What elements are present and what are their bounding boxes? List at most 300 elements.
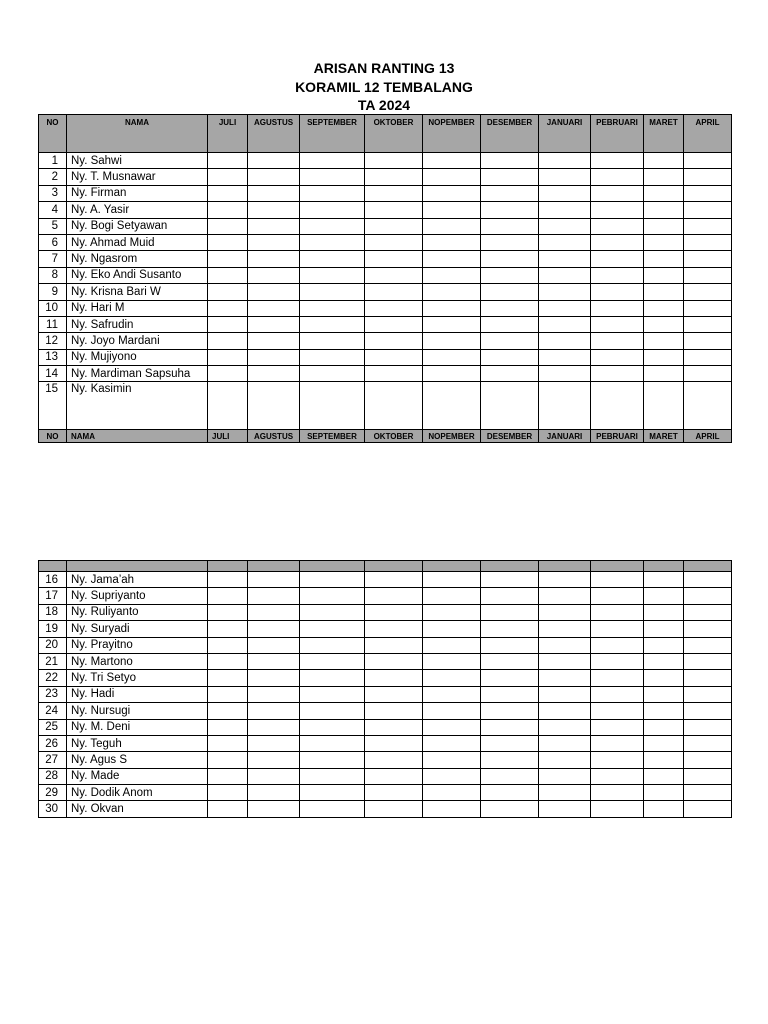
payment-cell-maret [644,719,684,735]
payment-cell-maret [644,604,684,620]
payment-cell-pebruari [591,333,644,349]
payment-cell-agustus [248,572,300,588]
column-footer-no: NO [39,430,67,443]
payment-cell-nopember [423,349,481,365]
member-name: Ny. Eko Andi Susanto [67,267,208,283]
payment-cell-juli [208,588,248,604]
table-header-row [39,115,732,153]
payment-cell-april [684,251,732,267]
payment-cell-agustus [248,169,300,185]
payment-cell-desember [481,366,539,382]
member-name: Ny. Made [67,768,208,784]
header-blank-cell [644,561,684,572]
row-number: 12 [39,333,67,349]
payment-cell-oktober [365,752,423,768]
payment-cell-oktober [365,300,423,316]
payment-cell-nopember [423,621,481,637]
payment-cell-nopember [423,234,481,250]
payment-cell-nopember [423,251,481,267]
column-footer-juli: JULI [208,430,248,443]
payment-cell-oktober [365,604,423,620]
payment-cell-januari [539,169,591,185]
table-row [39,653,732,669]
payment-cell-juli [208,218,248,234]
payment-cell-oktober [365,670,423,686]
payment-cell-april [684,572,732,588]
payment-cell-desember [481,703,539,719]
column-header-desember: DESEMBER [481,115,539,153]
payment-cell-pebruari [591,752,644,768]
member-name: Ny. Supriyanto [67,588,208,604]
payment-cell-april [684,621,732,637]
table-row [39,719,732,735]
payment-cell-januari [539,686,591,702]
payment-cell-oktober [365,333,423,349]
row-number: 21 [39,653,67,669]
payment-cell-januari [539,785,591,801]
payment-cell-juli [208,703,248,719]
payment-cell-maret [644,653,684,669]
payment-cell-desember [481,572,539,588]
payment-cell-oktober [365,572,423,588]
table-row [39,218,732,234]
payment-cell-juli [208,801,248,817]
payment-cell-oktober [365,218,423,234]
payment-cell-desember [481,785,539,801]
row-number: 25 [39,719,67,735]
payment-cell-maret [644,768,684,784]
row-number: 29 [39,785,67,801]
payment-cell-april [684,202,732,218]
payment-cell-desember [481,349,539,365]
payment-cell-nopember [423,333,481,349]
payment-cell-pebruari [591,686,644,702]
payment-cell-pebruari [591,382,644,430]
payment-cell-pebruari [591,284,644,300]
column-header-pebruari: PEBRUARI [591,115,644,153]
payment-cell-desember [481,300,539,316]
payment-cell-desember [481,382,539,430]
payment-cell-agustus [248,316,300,332]
payment-cell-nopember [423,768,481,784]
payment-cell-desember [481,752,539,768]
payment-cell-september [300,382,365,430]
payment-cell-juli [208,653,248,669]
document-title [0,59,768,115]
table-footer-row [39,430,732,443]
payment-cell-april [684,604,732,620]
payment-cell-agustus [248,621,300,637]
table-row [39,366,732,382]
payment-cell-maret [644,218,684,234]
payment-cell-pebruari [591,653,644,669]
payment-cell-september [300,686,365,702]
payment-cell-agustus [248,185,300,201]
payment-cell-desember [481,284,539,300]
payment-cell-januari [539,768,591,784]
payment-cell-september [300,572,365,588]
payment-cell-juli [208,670,248,686]
header-blank-cell [539,561,591,572]
payment-cell-pebruari [591,316,644,332]
payment-cell-nopember [423,300,481,316]
payment-cell-oktober [365,785,423,801]
header-blank-cell [67,561,208,572]
payment-cell-juli [208,185,248,201]
member-name: Ny. A. Yasir [67,202,208,218]
payment-cell-januari [539,588,591,604]
payment-cell-agustus [248,686,300,702]
payment-cell-september [300,653,365,669]
payment-cell-juli [208,637,248,653]
payment-cell-april [684,284,732,300]
payment-cell-desember [481,735,539,751]
payment-cell-desember [481,169,539,185]
table-row [39,234,732,250]
member-name: Ny. Nursugi [67,703,208,719]
payment-cell-juli [208,202,248,218]
payment-cell-april [684,218,732,234]
payment-cell-april [684,752,732,768]
payment-cell-juli [208,153,248,169]
payment-cell-nopember [423,202,481,218]
payment-cell-juli [208,686,248,702]
member-name: Ny. Dodik Anom [67,785,208,801]
payment-cell-oktober [365,768,423,784]
payment-cell-september [300,768,365,784]
member-name: Ny. Prayitno [67,637,208,653]
payment-cell-april [684,686,732,702]
member-name: Ny. Krisna Bari W [67,284,208,300]
payment-cell-desember [481,234,539,250]
payment-cell-desember [481,637,539,653]
payment-cell-juli [208,785,248,801]
payment-cell-maret [644,735,684,751]
payment-cell-maret [644,752,684,768]
member-name: Ny. Mardiman Sapsuha [67,366,208,382]
payment-cell-september [300,735,365,751]
payment-cell-nopember [423,169,481,185]
row-number: 6 [39,234,67,250]
payment-cell-nopember [423,316,481,332]
payment-cell-maret [644,316,684,332]
payment-cell-maret [644,333,684,349]
payment-cell-agustus [248,735,300,751]
payment-cell-oktober [365,349,423,365]
table-row [39,588,732,604]
member-name: Ny. Tri Setyo [67,670,208,686]
payment-cell-januari [539,382,591,430]
table-row [39,300,732,316]
payment-cell-juli [208,267,248,283]
table-row [39,801,732,817]
payment-cell-maret [644,234,684,250]
column-footer-januari: JANUARI [539,430,591,443]
payment-cell-september [300,604,365,620]
row-number: 14 [39,366,67,382]
member-name: Ny. M. Deni [67,719,208,735]
header-blank-cell [481,561,539,572]
payment-cell-september [300,300,365,316]
payment-cell-januari [539,572,591,588]
payment-cell-januari [539,333,591,349]
payment-cell-april [684,703,732,719]
payment-cell-desember [481,251,539,267]
payment-cell-januari [539,637,591,653]
member-name: Ny. Safrudin [67,316,208,332]
row-number: 30 [39,801,67,817]
payment-cell-oktober [365,284,423,300]
payment-cell-maret [644,300,684,316]
payment-cell-juli [208,604,248,620]
row-number: 8 [39,267,67,283]
title-line-1: ARISAN RANTING 13 [313,60,455,76]
column-footer-maret: MARET [644,430,684,443]
payment-cell-juli [208,169,248,185]
table-row [39,284,732,300]
payment-cell-oktober [365,202,423,218]
payment-cell-agustus [248,604,300,620]
payment-cell-juli [208,333,248,349]
payment-cell-pebruari [591,267,644,283]
payment-cell-april [684,735,732,751]
payment-cell-juli [208,251,248,267]
member-name: Ny. Ahmad Muid [67,234,208,250]
payment-cell-juli [208,752,248,768]
row-number: 26 [39,735,67,751]
payment-cell-agustus [248,218,300,234]
table-row [39,572,732,588]
payment-cell-april [684,670,732,686]
payment-cell-september [300,251,365,267]
payment-cell-maret [644,637,684,653]
table-row [39,703,732,719]
payment-cell-pebruari [591,169,644,185]
member-name: Ny. Jama’ah [67,572,208,588]
payment-cell-oktober [365,267,423,283]
column-footer-pebruari: PEBRUARI [591,430,644,443]
payment-cell-nopember [423,719,481,735]
table-row [39,768,732,784]
payment-cell-desember [481,621,539,637]
payment-cell-nopember [423,785,481,801]
payment-cell-januari [539,801,591,817]
column-footer-desember: DESEMBER [481,430,539,443]
payment-cell-desember [481,801,539,817]
row-number: 17 [39,588,67,604]
payment-cell-pebruari [591,637,644,653]
payment-cell-desember [481,316,539,332]
payment-cell-agustus [248,251,300,267]
payment-cell-september [300,801,365,817]
payment-cell-april [684,785,732,801]
member-name: Ny. Kasimin [67,382,208,430]
table-row [39,752,732,768]
payment-cell-oktober [365,316,423,332]
member-name: Ny. Hari M [67,300,208,316]
payment-cell-maret [644,366,684,382]
title-line-2: KORAMIL 12 TEMBALANG [295,78,473,95]
payment-cell-maret [644,621,684,637]
payment-cell-agustus [248,670,300,686]
payment-cell-maret [644,588,684,604]
payment-cell-oktober [365,234,423,250]
row-number: 20 [39,637,67,653]
payment-cell-juli [208,316,248,332]
payment-cell-agustus [248,637,300,653]
table-row [39,153,732,169]
row-number: 24 [39,703,67,719]
payment-cell-oktober [365,686,423,702]
payment-cell-desember [481,686,539,702]
header-blank-cell [365,561,423,572]
row-number: 28 [39,768,67,784]
payment-cell-agustus [248,768,300,784]
payment-cell-oktober [365,153,423,169]
payment-cell-oktober [365,703,423,719]
member-name: Ny. Joyo Mardani [67,333,208,349]
payment-cell-nopember [423,735,481,751]
payment-cell-april [684,637,732,653]
payment-cell-september [300,218,365,234]
payment-cell-agustus [248,382,300,430]
row-number: 9 [39,284,67,300]
payment-cell-januari [539,670,591,686]
payment-cell-januari [539,653,591,669]
payment-cell-januari [539,267,591,283]
payment-cell-januari [539,185,591,201]
payment-cell-juli [208,768,248,784]
table-row [39,382,732,430]
payment-cell-januari [539,234,591,250]
payment-cell-april [684,382,732,430]
payment-cell-agustus [248,349,300,365]
payment-cell-april [684,185,732,201]
payment-cell-januari [539,349,591,365]
payment-cell-maret [644,251,684,267]
table-header-row-blank [39,561,732,572]
payment-cell-september [300,670,365,686]
payment-cell-januari [539,703,591,719]
payment-cell-pebruari [591,670,644,686]
payment-cell-nopember [423,801,481,817]
payment-cell-juli [208,300,248,316]
payment-cell-maret [644,202,684,218]
payment-cell-desember [481,218,539,234]
column-footer-april: APRIL [684,430,732,443]
payment-cell-nopember [423,604,481,620]
payment-cell-maret [644,185,684,201]
table-row [39,316,732,332]
table-row [39,202,732,218]
row-number: 18 [39,604,67,620]
column-header-oktober: OKTOBER [365,115,423,153]
member-name: Ny. Ngasrom [67,251,208,267]
payment-cell-april [684,153,732,169]
payment-cell-april [684,169,732,185]
column-header-september: SEPTEMBER [300,115,365,153]
table-row [39,267,732,283]
column-footer-nama: NAMA [67,430,208,443]
payment-cell-desember [481,202,539,218]
payment-cell-maret [644,572,684,588]
payment-cell-september [300,588,365,604]
payment-cell-agustus [248,333,300,349]
payment-cell-juli [208,234,248,250]
payment-cell-oktober [365,251,423,267]
payment-cell-april [684,801,732,817]
payment-cell-pebruari [591,785,644,801]
column-header-juli: JULI [208,115,248,153]
payment-cell-april [684,653,732,669]
member-name: Ny. T. Musnawar [67,169,208,185]
payment-cell-januari [539,621,591,637]
payment-cell-pebruari [591,621,644,637]
payment-cell-pebruari [591,218,644,234]
payment-cell-nopember [423,572,481,588]
payment-cell-april [684,316,732,332]
column-footer-nopember: NOPEMBER [423,430,481,443]
payment-cell-nopember [423,588,481,604]
payment-cell-januari [539,300,591,316]
payment-cell-pebruari [591,202,644,218]
payment-cell-maret [644,169,684,185]
table-row [39,735,732,751]
header-blank-cell [300,561,365,572]
column-footer-oktober: OKTOBER [365,430,423,443]
column-header-nama: NAMA [67,115,208,153]
payment-cell-september [300,169,365,185]
payment-cell-agustus [248,267,300,283]
payment-cell-maret [644,382,684,430]
payment-cell-desember [481,153,539,169]
payment-cell-agustus [248,719,300,735]
payment-cell-pebruari [591,735,644,751]
payment-cell-nopember [423,153,481,169]
payment-cell-januari [539,202,591,218]
payment-cell-januari [539,316,591,332]
payment-cell-pebruari [591,703,644,719]
payment-cell-januari [539,604,591,620]
payment-cell-desember [481,267,539,283]
header-blank-cell [423,561,481,572]
payment-cell-januari [539,735,591,751]
payment-cell-agustus [248,202,300,218]
payment-cell-september [300,153,365,169]
payment-cell-nopember [423,267,481,283]
header-blank-cell [208,561,248,572]
row-number: 11 [39,316,67,332]
table-row [39,185,732,201]
payment-cell-oktober [365,366,423,382]
row-number: 5 [39,218,67,234]
title-line-3: TA 2024 [357,97,411,113]
payment-cell-nopember [423,382,481,430]
payment-cell-nopember [423,218,481,234]
column-header-januari: JANUARI [539,115,591,153]
row-number: 27 [39,752,67,768]
row-number: 7 [39,251,67,267]
payment-cell-pebruari [591,234,644,250]
payment-cell-oktober [365,637,423,653]
column-header-nopember: NOPEMBER [423,115,481,153]
payment-cell-januari [539,153,591,169]
payment-cell-desember [481,653,539,669]
header-blank-cell [591,561,644,572]
payment-cell-maret [644,670,684,686]
payment-cell-september [300,366,365,382]
payment-cell-oktober [365,185,423,201]
